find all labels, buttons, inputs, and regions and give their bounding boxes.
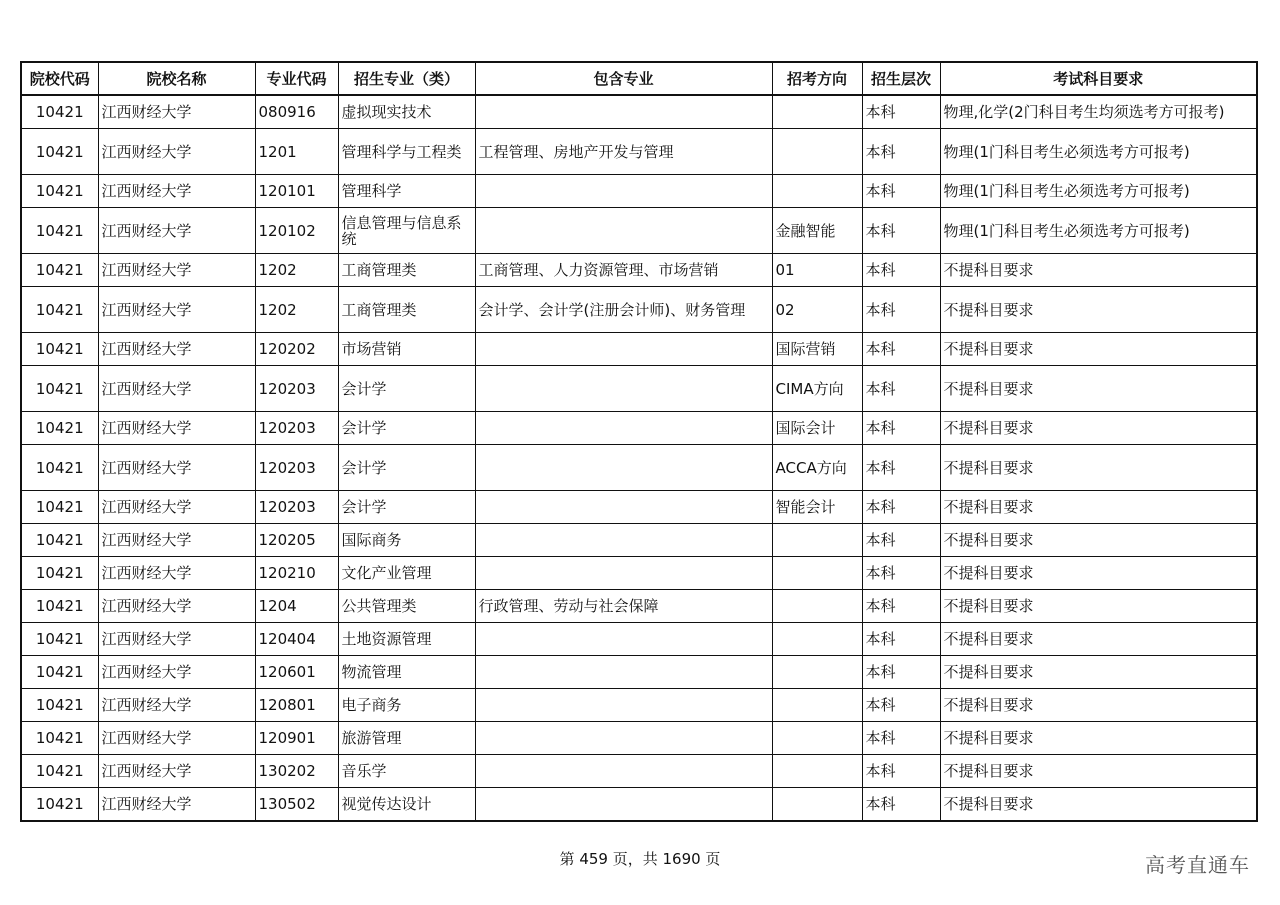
cell-direction: [772, 623, 862, 656]
cell-school-code: 10421: [21, 722, 98, 755]
cell-major-code: 120801: [255, 689, 338, 722]
cell-subject-requirement: 不提科目要求: [940, 366, 1257, 412]
cell-level: 本科: [862, 412, 940, 445]
cell-included-majors: [475, 656, 772, 689]
cell-included-majors: [475, 412, 772, 445]
cell-school-name: 江西财经大学: [98, 788, 255, 822]
cell-included-majors: [475, 445, 772, 491]
cell-school-code: 10421: [21, 254, 98, 287]
cell-included-majors: [475, 623, 772, 656]
cell-major-code: 120601: [255, 656, 338, 689]
cell-school-name: 江西财经大学: [98, 755, 255, 788]
cell-school-code: 10421: [21, 175, 98, 208]
page-number: 第 459 页，共 1690 页: [559, 850, 721, 868]
cell-subject-requirement: 物理(1门科目考生必须选考方可报考): [940, 129, 1257, 175]
cell-school-code: 10421: [21, 623, 98, 656]
cell-subject-requirement: 不提科目要求: [940, 412, 1257, 445]
cell-direction: [772, 755, 862, 788]
table-header-row: [21, 62, 1257, 95]
cell-school-code: 10421: [21, 788, 98, 822]
cell-major-code: 120102: [255, 208, 338, 254]
cell-major-code: 130202: [255, 755, 338, 788]
header-level: 招生层次: [862, 62, 940, 95]
cell-direction: 国际会计: [772, 412, 862, 445]
cell-major-code: 120203: [255, 445, 338, 491]
watermark-logo: 高考直通车: [1145, 853, 1250, 877]
table-row: [21, 175, 1257, 208]
cell-major-code: 120404: [255, 623, 338, 656]
cell-direction: 国际营销: [772, 333, 862, 366]
cell-level: 本科: [862, 656, 940, 689]
header-subject-requirement: 考试科目要求: [940, 62, 1257, 95]
cell-school-code: 10421: [21, 95, 98, 129]
cell-included-majors: [475, 366, 772, 412]
cell-major-category: 市场营销: [338, 333, 475, 366]
cell-major-category: 公共管理类: [338, 590, 475, 623]
cell-direction: [772, 524, 862, 557]
cell-subject-requirement: 不提科目要求: [940, 755, 1257, 788]
cell-school-code: 10421: [21, 755, 98, 788]
cell-major-code: 120203: [255, 491, 338, 524]
cell-school-code: 10421: [21, 366, 98, 412]
cell-major-code: 080916: [255, 95, 338, 129]
cell-level: 本科: [862, 254, 940, 287]
cell-level: 本科: [862, 557, 940, 590]
cell-subject-requirement: 不提科目要求: [940, 557, 1257, 590]
cell-major-code: 120205: [255, 524, 338, 557]
table-row: [21, 208, 1257, 254]
cell-major-code: 120203: [255, 412, 338, 445]
header-major-code: 专业代码: [255, 62, 338, 95]
cell-subject-requirement: 不提科目要求: [940, 254, 1257, 287]
cell-school-name: 江西财经大学: [98, 175, 255, 208]
cell-school-name: 江西财经大学: [98, 208, 255, 254]
cell-school-code: 10421: [21, 689, 98, 722]
cell-school-name: 江西财经大学: [98, 287, 255, 333]
cell-school-name: 江西财经大学: [98, 623, 255, 656]
cell-direction: [772, 557, 862, 590]
cell-direction: [772, 722, 862, 755]
cell-included-majors: 工商管理、人力资源管理、市场营销: [475, 254, 772, 287]
table-row: [21, 129, 1257, 175]
cell-school-code: 10421: [21, 557, 98, 590]
table-row: [21, 524, 1257, 557]
cell-direction: ACCA方向: [772, 445, 862, 491]
cell-school-code: 10421: [21, 656, 98, 689]
cell-major-code: 120901: [255, 722, 338, 755]
cell-subject-requirement: 不提科目要求: [940, 623, 1257, 656]
cell-level: 本科: [862, 722, 940, 755]
cell-school-code: 10421: [21, 491, 98, 524]
cell-level: 本科: [862, 175, 940, 208]
cell-school-name: 江西财经大学: [98, 95, 255, 129]
cell-school-name: 江西财经大学: [98, 557, 255, 590]
cell-subject-requirement: 物理(1门科目考生必须选考方可报考): [940, 175, 1257, 208]
cell-major-category: 工商管理类: [338, 287, 475, 333]
cell-major-code: 130502: [255, 788, 338, 822]
cell-included-majors: 行政管理、劳动与社会保障: [475, 590, 772, 623]
cell-major-code: 120202: [255, 333, 338, 366]
cell-included-majors: [475, 95, 772, 129]
cell-included-majors: [475, 689, 772, 722]
cell-included-majors: 会计学、会计学(注册会计师)、财务管理: [475, 287, 772, 333]
cell-major-category: 管理科学与工程类: [338, 129, 475, 175]
cell-major-category: 信息管理与信息系统: [338, 208, 475, 254]
cell-direction: 02: [772, 287, 862, 333]
cell-subject-requirement: 不提科目要求: [940, 689, 1257, 722]
cell-included-majors: [475, 557, 772, 590]
cell-direction: [772, 95, 862, 129]
cell-school-code: 10421: [21, 590, 98, 623]
cell-subject-requirement: 不提科目要求: [940, 524, 1257, 557]
cell-school-name: 江西财经大学: [98, 129, 255, 175]
cell-level: 本科: [862, 445, 940, 491]
cell-level: 本科: [862, 333, 940, 366]
cell-school-name: 江西财经大学: [98, 689, 255, 722]
cell-included-majors: [475, 755, 772, 788]
cell-major-code: 1204: [255, 590, 338, 623]
cell-major-code: 1201: [255, 129, 338, 175]
cell-school-code: 10421: [21, 129, 98, 175]
cell-direction: [772, 590, 862, 623]
cell-major-category: 虚拟现实技术: [338, 95, 475, 129]
table-row: [21, 333, 1257, 366]
cell-direction: [772, 788, 862, 822]
table-row: [21, 689, 1257, 722]
table-row: [21, 445, 1257, 491]
cell-major-category: 旅游管理: [338, 722, 475, 755]
cell-included-majors: [475, 175, 772, 208]
cell-school-name: 江西财经大学: [98, 333, 255, 366]
cell-level: 本科: [862, 590, 940, 623]
cell-level: 本科: [862, 755, 940, 788]
cell-subject-requirement: 物理,化学(2门科目考生均须选考方可报考): [940, 95, 1257, 129]
cell-subject-requirement: 不提科目要求: [940, 656, 1257, 689]
cell-major-category: 音乐学: [338, 755, 475, 788]
cell-level: 本科: [862, 95, 940, 129]
cell-school-name: 江西财经大学: [98, 412, 255, 445]
table-row: [21, 788, 1257, 822]
cell-school-code: 10421: [21, 445, 98, 491]
cell-subject-requirement: 不提科目要求: [940, 491, 1257, 524]
cell-major-code: 120210: [255, 557, 338, 590]
cell-level: 本科: [862, 287, 940, 333]
cell-subject-requirement: 物理(1门科目考生必须选考方可报考): [940, 208, 1257, 254]
cell-included-majors: [475, 524, 772, 557]
cell-major-category: 会计学: [338, 412, 475, 445]
cell-level: 本科: [862, 491, 940, 524]
cell-major-category: 视觉传达设计: [338, 788, 475, 822]
cell-included-majors: [475, 333, 772, 366]
cell-school-name: 江西财经大学: [98, 491, 255, 524]
cell-subject-requirement: 不提科目要求: [940, 287, 1257, 333]
table-row: [21, 656, 1257, 689]
cell-school-name: 江西财经大学: [98, 590, 255, 623]
header-major-category: 招生专业（类）: [338, 62, 475, 95]
cell-major-code: 1202: [255, 287, 338, 333]
cell-level: 本科: [862, 524, 940, 557]
cell-included-majors: [475, 208, 772, 254]
cell-level: 本科: [862, 689, 940, 722]
cell-major-category: 会计学: [338, 491, 475, 524]
cell-direction: 01: [772, 254, 862, 287]
cell-major-category: 会计学: [338, 366, 475, 412]
cell-subject-requirement: 不提科目要求: [940, 445, 1257, 491]
cell-major-category: 国际商务: [338, 524, 475, 557]
cell-major-category: 物流管理: [338, 656, 475, 689]
cell-subject-requirement: 不提科目要求: [940, 788, 1257, 822]
cell-direction: 金融智能: [772, 208, 862, 254]
cell-school-code: 10421: [21, 287, 98, 333]
cell-school-name: 江西财经大学: [98, 445, 255, 491]
cell-level: 本科: [862, 623, 940, 656]
cell-subject-requirement: 不提科目要求: [940, 722, 1257, 755]
cell-major-category: 工商管理类: [338, 254, 475, 287]
table-row: [21, 557, 1257, 590]
table-row: [21, 287, 1257, 333]
cell-direction: CIMA方向: [772, 366, 862, 412]
cell-school-code: 10421: [21, 412, 98, 445]
cell-level: 本科: [862, 129, 940, 175]
cell-included-majors: 工程管理、房地产开发与管理: [475, 129, 772, 175]
table-row: [21, 755, 1257, 788]
cell-school-name: 江西财经大学: [98, 722, 255, 755]
cell-major-category: 文化产业管理: [338, 557, 475, 590]
cell-included-majors: [475, 491, 772, 524]
cell-direction: [772, 656, 862, 689]
cell-school-name: 江西财经大学: [98, 366, 255, 412]
table-row: [21, 590, 1257, 623]
cell-direction: 智能会计: [772, 491, 862, 524]
admissions-table: [20, 61, 1258, 822]
header-included-majors: 包含专业: [475, 62, 772, 95]
cell-major-code: 1202: [255, 254, 338, 287]
table-row: [21, 412, 1257, 445]
header-school-code: 院校代码: [21, 62, 98, 95]
table-row: [21, 254, 1257, 287]
table-row: [21, 95, 1257, 129]
cell-major-category: 会计学: [338, 445, 475, 491]
table-row: [21, 722, 1257, 755]
cell-school-name: 江西财经大学: [98, 524, 255, 557]
cell-included-majors: [475, 722, 772, 755]
cell-school-code: 10421: [21, 333, 98, 366]
cell-major-category: 电子商务: [338, 689, 475, 722]
cell-direction: [772, 689, 862, 722]
cell-school-name: 江西财经大学: [98, 254, 255, 287]
cell-major-code: 120203: [255, 366, 338, 412]
cell-subject-requirement: 不提科目要求: [940, 590, 1257, 623]
cell-direction: [772, 175, 862, 208]
cell-direction: [772, 129, 862, 175]
cell-major-code: 120101: [255, 175, 338, 208]
table-row: [21, 623, 1257, 656]
table-row: [21, 366, 1257, 412]
table-row: [21, 491, 1257, 524]
header-school-name: 院校名称: [98, 62, 255, 95]
cell-level: 本科: [862, 208, 940, 254]
cell-school-code: 10421: [21, 524, 98, 557]
cell-major-category: 土地资源管理: [338, 623, 475, 656]
cell-subject-requirement: 不提科目要求: [940, 333, 1257, 366]
header-direction: 招考方向: [772, 62, 862, 95]
cell-level: 本科: [862, 366, 940, 412]
cell-major-category: 管理科学: [338, 175, 475, 208]
cell-included-majors: [475, 788, 772, 822]
cell-school-name: 江西财经大学: [98, 656, 255, 689]
cell-school-code: 10421: [21, 208, 98, 254]
cell-level: 本科: [862, 788, 940, 822]
